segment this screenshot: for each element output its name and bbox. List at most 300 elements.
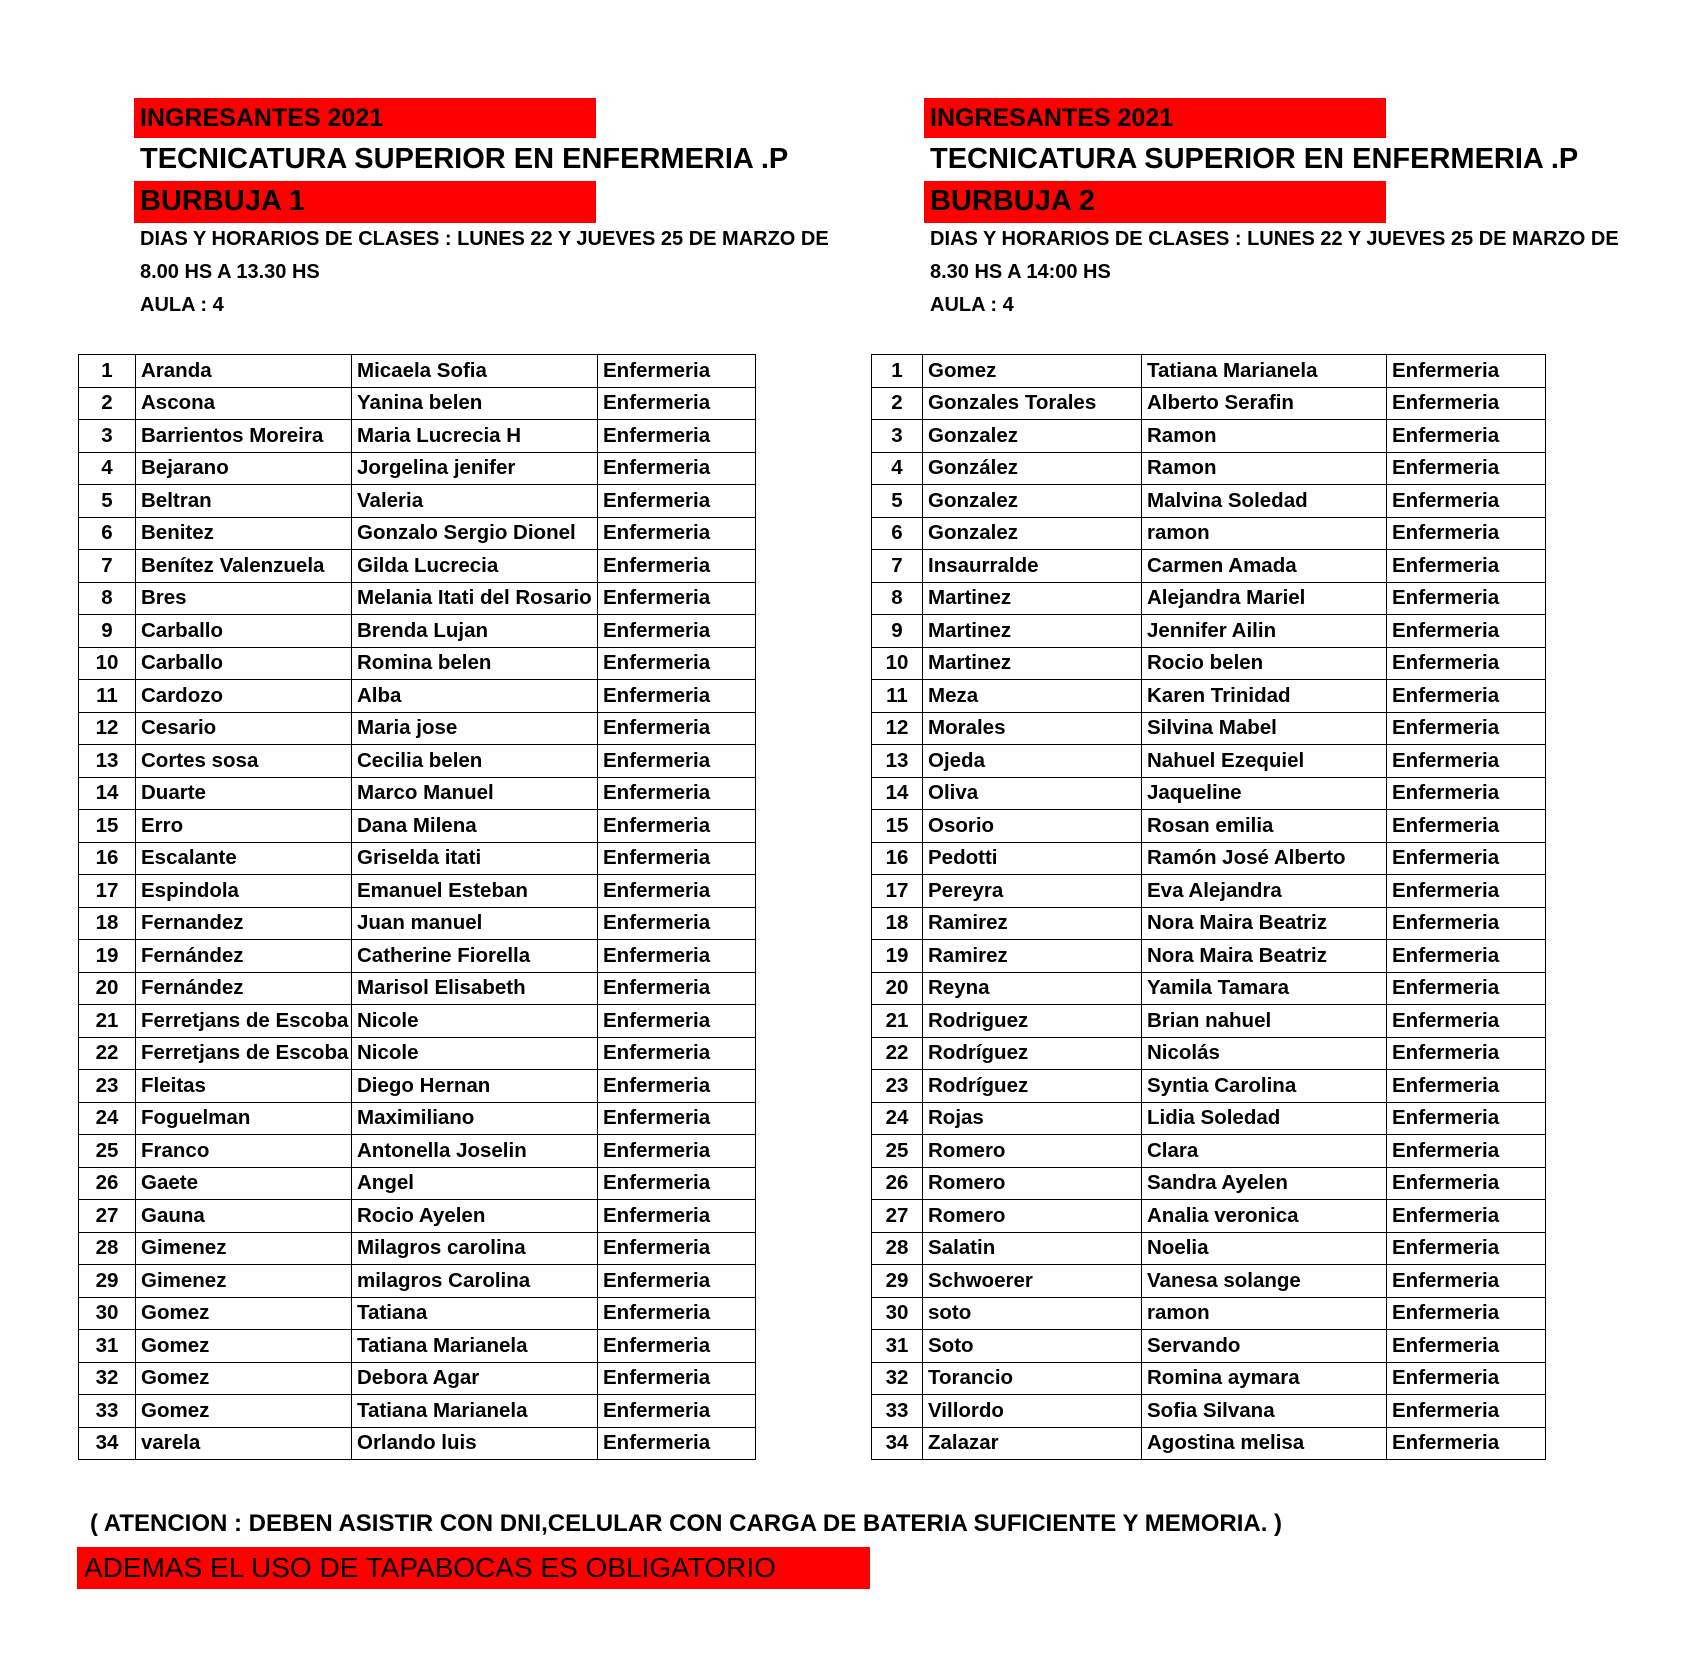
row-number-cell: 15 (872, 810, 923, 843)
career-cell: Enfermeria (598, 972, 756, 1005)
row-number-cell: 23 (79, 1070, 136, 1103)
table-row (872, 875, 1546, 908)
given-names-cell: Rocio belen (1142, 647, 1387, 680)
ingresantes-label: INGRESANTES 2021 (140, 104, 384, 132)
given-names-cell: Melania Itati del Rosario (352, 582, 598, 615)
row-number-cell: 21 (872, 1005, 923, 1038)
surname-cell: Reyna (923, 972, 1142, 1005)
surname-cell: Insaurralde (923, 550, 1142, 583)
surname-cell: Ferretjans de Escoba (136, 1005, 352, 1038)
given-names-cell: Griselda itati (352, 842, 598, 875)
table-row (872, 745, 1546, 778)
career-cell: Enfermeria (598, 647, 756, 680)
table-row (872, 1167, 1546, 1200)
table-row (79, 1330, 756, 1363)
row-number-cell: 13 (872, 745, 923, 778)
given-names-cell: Milagros carolina (352, 1232, 598, 1265)
table-row (79, 647, 756, 680)
surname-cell: Duarte (136, 777, 352, 810)
table-row (872, 582, 1546, 615)
classroom: AULA : 4 (140, 294, 224, 316)
given-names-cell: Gonzalo Sergio Dionel (352, 517, 598, 550)
given-names-cell: Diego Hernan (352, 1070, 598, 1103)
surname-cell: Torancio (923, 1362, 1142, 1395)
career-cell: Enfermeria (598, 1200, 756, 1233)
career-cell: Enfermeria (598, 810, 756, 843)
career-cell: Enfermeria (1387, 452, 1546, 485)
row-number-cell: 16 (872, 842, 923, 875)
attention-note: ( ATENCION : DEBEN ASISTIR CON DNI,CELULAR CON CARGA DE BATERIA SUFICIENTE Y MEMORIA. ) (90, 1510, 1283, 1537)
given-names-cell: Servando (1142, 1330, 1387, 1363)
table-row (79, 517, 756, 550)
career-cell: Enfermeria (598, 550, 756, 583)
given-names-cell: Rocio Ayelen (352, 1200, 598, 1233)
ingresantes-banner (924, 98, 1386, 138)
given-names-cell: Valeria (352, 485, 598, 518)
given-names-cell: Nora Maira Beatriz (1142, 940, 1387, 973)
row-number-cell: 11 (79, 680, 136, 713)
row-number-cell: 24 (872, 1102, 923, 1135)
row-number-cell: 17 (79, 875, 136, 908)
career-cell: Enfermeria (1387, 420, 1546, 453)
career-cell: Enfermeria (1387, 355, 1546, 388)
row-number-cell: 28 (79, 1232, 136, 1265)
given-names-cell: Clara (1142, 1135, 1387, 1168)
surname-cell: Erro (136, 810, 352, 843)
table-row (872, 1395, 1546, 1428)
table-row (872, 810, 1546, 843)
bubble-label: BURBUJA 2 (930, 185, 1095, 217)
table-row (79, 777, 756, 810)
given-names-cell: Carmen Amada (1142, 550, 1387, 583)
career-title: TECNICATURA SUPERIOR EN ENFERMERIA .P (930, 143, 1579, 175)
surname-cell: Romero (923, 1135, 1142, 1168)
career-cell: Enfermeria (1387, 875, 1546, 908)
surname-cell: varela (136, 1427, 352, 1460)
schedule-line-2: 8.00 HS A 13.30 HS (140, 261, 320, 283)
table-row (872, 517, 1546, 550)
career-cell: Enfermeria (598, 745, 756, 778)
career-cell: Enfermeria (1387, 1362, 1546, 1395)
surname-cell: Gonzalez (923, 485, 1142, 518)
career-cell: Enfermeria (1387, 1232, 1546, 1265)
surname-cell: Benitez (136, 517, 352, 550)
career-cell: Enfermeria (1387, 615, 1546, 648)
given-names-cell: Tatiana (352, 1297, 598, 1330)
given-names-cell: Jorgelina jenifer (352, 452, 598, 485)
table-row (79, 355, 756, 388)
surname-cell: Ramirez (923, 940, 1142, 973)
surname-cell: Pereyra (923, 875, 1142, 908)
schedule-line-2: 8.30 HS A 14:00 HS (930, 261, 1111, 283)
surname-cell: Gomez (136, 1297, 352, 1330)
career-cell: Enfermeria (598, 387, 756, 420)
given-names-cell: Marisol Elisabeth (352, 972, 598, 1005)
given-names-cell: Nicolás (1142, 1037, 1387, 1070)
table-row (872, 777, 1546, 810)
given-names-cell: Juan manuel (352, 907, 598, 940)
row-number-cell: 25 (79, 1135, 136, 1168)
table-row (872, 1362, 1546, 1395)
row-number-cell: 16 (79, 842, 136, 875)
given-names-cell: Analia veronica (1142, 1200, 1387, 1233)
given-names-cell: Romina aymara (1142, 1362, 1387, 1395)
career-cell: Enfermeria (1387, 1200, 1546, 1233)
career-cell: Enfermeria (598, 1297, 756, 1330)
surname-cell: Rodríguez (923, 1037, 1142, 1070)
row-number-cell: 26 (872, 1167, 923, 1200)
bubble-banner (134, 181, 596, 223)
given-names-cell: Catherine Fiorella (352, 940, 598, 973)
row-number-cell: 19 (872, 940, 923, 973)
student-table-body (79, 355, 756, 1460)
career-cell: Enfermeria (598, 1395, 756, 1428)
surname-cell: Fernandez (136, 907, 352, 940)
ingresantes-banner (134, 98, 596, 138)
given-names-cell: Ramon (1142, 452, 1387, 485)
table-row (872, 550, 1546, 583)
row-number-cell: 29 (79, 1265, 136, 1298)
career-cell: Enfermeria (598, 615, 756, 648)
surname-cell: Morales (923, 712, 1142, 745)
career-cell: Enfermeria (598, 680, 756, 713)
table-row (79, 582, 756, 615)
table-row (79, 452, 756, 485)
given-names-cell: Tatiana Marianela (352, 1330, 598, 1363)
row-number-cell: 27 (872, 1200, 923, 1233)
table-row (872, 452, 1546, 485)
surname-cell: Gomez (136, 1362, 352, 1395)
career-cell: Enfermeria (1387, 1330, 1546, 1363)
row-number-cell: 2 (872, 387, 923, 420)
surname-cell: Fleitas (136, 1070, 352, 1103)
career-cell: Enfermeria (598, 1427, 756, 1460)
career-cell: Enfermeria (1387, 387, 1546, 420)
career-title: TECNICATURA SUPERIOR EN ENFERMERIA .P (140, 143, 789, 175)
career-cell: Enfermeria (1387, 972, 1546, 1005)
surname-cell: soto (923, 1297, 1142, 1330)
table-row (79, 1005, 756, 1038)
surname-cell: Bejarano (136, 452, 352, 485)
table-row (79, 1395, 756, 1428)
surname-cell: Villordo (923, 1395, 1142, 1428)
row-number-cell: 33 (79, 1395, 136, 1428)
table-row (872, 387, 1546, 420)
career-cell: Enfermeria (1387, 1395, 1546, 1428)
row-number-cell: 30 (79, 1297, 136, 1330)
row-number-cell: 34 (872, 1427, 923, 1460)
row-number-cell: 2 (79, 387, 136, 420)
given-names-cell: Maximiliano (352, 1102, 598, 1135)
table-row (872, 1200, 1546, 1233)
surname-cell: Gimenez (136, 1265, 352, 1298)
table-row (872, 1135, 1546, 1168)
table-row (79, 810, 756, 843)
given-names-cell: Nicole (352, 1005, 598, 1038)
given-names-cell: Lidia Soledad (1142, 1102, 1387, 1135)
table-row (872, 1427, 1546, 1460)
table-row (79, 940, 756, 973)
row-number-cell: 29 (872, 1265, 923, 1298)
table-row (872, 647, 1546, 680)
surname-cell: Oliva (923, 777, 1142, 810)
career-cell: Enfermeria (598, 1102, 756, 1135)
row-number-cell: 15 (79, 810, 136, 843)
given-names-cell: Cecilia belen (352, 745, 598, 778)
career-cell: Enfermeria (1387, 1102, 1546, 1135)
mask-notice-banner (77, 1547, 870, 1589)
career-cell: Enfermeria (1387, 1037, 1546, 1070)
schedule-line-1: DIAS Y HORARIOS DE CLASES : LUNES 22 Y JUEVES 25 DE MARZO DE (140, 228, 829, 250)
career-cell: Enfermeria (1387, 907, 1546, 940)
given-names-cell: Eva Alejandra (1142, 875, 1387, 908)
table-row (79, 1102, 756, 1135)
surname-cell: Soto (923, 1330, 1142, 1363)
career-cell: Enfermeria (1387, 550, 1546, 583)
career-cell: Enfermeria (598, 1167, 756, 1200)
row-number-cell: 23 (872, 1070, 923, 1103)
surname-cell: Romero (923, 1167, 1142, 1200)
career-cell: Enfermeria (598, 1037, 756, 1070)
table-row (872, 1297, 1546, 1330)
career-cell: Enfermeria (598, 1070, 756, 1103)
career-cell: Enfermeria (598, 907, 756, 940)
table-row (872, 842, 1546, 875)
given-names-cell: Noelia (1142, 1232, 1387, 1265)
row-number-cell: 33 (872, 1395, 923, 1428)
row-number-cell: 7 (872, 550, 923, 583)
career-cell: Enfermeria (1387, 712, 1546, 745)
given-names-cell: Karen Trinidad (1142, 680, 1387, 713)
surname-cell: Gonzalez (923, 517, 1142, 550)
given-names-cell: Sofia Silvana (1142, 1395, 1387, 1428)
row-number-cell: 8 (872, 582, 923, 615)
career-cell: Enfermeria (598, 1232, 756, 1265)
career-cell: Enfermeria (598, 1362, 756, 1395)
row-number-cell: 4 (79, 452, 136, 485)
career-cell: Enfermeria (598, 420, 756, 453)
given-names-cell: Vanesa solange (1142, 1265, 1387, 1298)
row-number-cell: 8 (79, 582, 136, 615)
surname-cell: Fernández (136, 972, 352, 1005)
row-number-cell: 12 (79, 712, 136, 745)
table-row (872, 1265, 1546, 1298)
career-cell: Enfermeria (1387, 680, 1546, 713)
given-names-cell: Dana Milena (352, 810, 598, 843)
given-names-cell: Marco Manuel (352, 777, 598, 810)
career-cell: Enfermeria (1387, 1135, 1546, 1168)
row-number-cell: 14 (872, 777, 923, 810)
table-row (872, 712, 1546, 745)
row-number-cell: 10 (79, 647, 136, 680)
surname-cell: Gomez (136, 1330, 352, 1363)
row-number-cell: 12 (872, 712, 923, 745)
table-row (79, 1135, 756, 1168)
row-number-cell: 5 (79, 485, 136, 518)
surname-cell: Osorio (923, 810, 1142, 843)
row-number-cell: 32 (79, 1362, 136, 1395)
surname-cell: Bres (136, 582, 352, 615)
career-cell: Enfermeria (1387, 1167, 1546, 1200)
row-number-cell: 9 (872, 615, 923, 648)
table-row (872, 615, 1546, 648)
given-names-cell: Nahuel Ezequiel (1142, 745, 1387, 778)
classroom: AULA : 4 (930, 294, 1014, 316)
given-names-cell: Brian nahuel (1142, 1005, 1387, 1038)
row-number-cell: 32 (872, 1362, 923, 1395)
career-cell: Enfermeria (1387, 1297, 1546, 1330)
table-row (79, 1070, 756, 1103)
surname-cell: Carballo (136, 615, 352, 648)
row-number-cell: 5 (872, 485, 923, 518)
career-cell: Enfermeria (598, 1330, 756, 1363)
surname-cell: Rojas (923, 1102, 1142, 1135)
row-number-cell: 17 (872, 875, 923, 908)
table-row (872, 680, 1546, 713)
row-number-cell: 13 (79, 745, 136, 778)
table-row (872, 1102, 1546, 1135)
table-row (79, 485, 756, 518)
given-names-cell: Jennifer Ailin (1142, 615, 1387, 648)
surname-cell: Cardozo (136, 680, 352, 713)
given-names-cell: Gilda Lucrecia (352, 550, 598, 583)
given-names-cell: Silvina Mabel (1142, 712, 1387, 745)
table-row (872, 1232, 1546, 1265)
career-cell: Enfermeria (1387, 1070, 1546, 1103)
given-names-cell: Nicole (352, 1037, 598, 1070)
table-row (79, 387, 756, 420)
given-names-cell: Alba (352, 680, 598, 713)
surname-cell: Schwoerer (923, 1265, 1142, 1298)
table-row (872, 907, 1546, 940)
schedule-line-1: DIAS Y HORARIOS DE CLASES : LUNES 22 Y JUEVES 25 DE MARZO DE (930, 228, 1619, 250)
given-names-cell: Yamila Tamara (1142, 972, 1387, 1005)
surname-cell: Meza (923, 680, 1142, 713)
surname-cell: Martinez (923, 647, 1142, 680)
surname-cell: Franco (136, 1135, 352, 1168)
table-row (79, 712, 756, 745)
surname-cell: Espindola (136, 875, 352, 908)
surname-cell: Gimenez (136, 1232, 352, 1265)
surname-cell: Ojeda (923, 745, 1142, 778)
given-names-cell: Syntia Carolina (1142, 1070, 1387, 1103)
career-cell: Enfermeria (1387, 517, 1546, 550)
row-number-cell: 3 (872, 420, 923, 453)
given-names-cell: Nora Maira Beatriz (1142, 907, 1387, 940)
given-names-cell: Yanina belen (352, 387, 598, 420)
table-row (872, 940, 1546, 973)
given-names-cell: Malvina Soledad (1142, 485, 1387, 518)
surname-cell: Ramirez (923, 907, 1142, 940)
table-row (79, 745, 756, 778)
row-number-cell: 10 (872, 647, 923, 680)
table-row (79, 1232, 756, 1265)
given-names-cell: Antonella Joselin (352, 1135, 598, 1168)
row-number-cell: 20 (79, 972, 136, 1005)
given-names-cell: Ramón José Alberto (1142, 842, 1387, 875)
surname-cell: Fernández (136, 940, 352, 973)
career-cell: Enfermeria (1387, 940, 1546, 973)
surname-cell: Cortes sosa (136, 745, 352, 778)
table-row (79, 875, 756, 908)
table-row (872, 1330, 1546, 1363)
row-number-cell: 11 (872, 680, 923, 713)
table-row (79, 420, 756, 453)
row-number-cell: 14 (79, 777, 136, 810)
given-names-cell: Angel (352, 1167, 598, 1200)
surname-cell: Zalazar (923, 1427, 1142, 1460)
career-cell: Enfermeria (1387, 582, 1546, 615)
career-cell: Enfermeria (598, 485, 756, 518)
row-number-cell: 22 (872, 1037, 923, 1070)
row-number-cell: 1 (872, 355, 923, 388)
table-row (79, 1297, 756, 1330)
table-row (872, 1005, 1546, 1038)
career-cell: Enfermeria (1387, 1005, 1546, 1038)
surname-cell: Barrientos Moreira (136, 420, 352, 453)
surname-cell: Carballo (136, 647, 352, 680)
surname-cell: Escalante (136, 842, 352, 875)
given-names-cell: Brenda Lujan (352, 615, 598, 648)
given-names-cell: Tatiana Marianela (352, 1395, 598, 1428)
table-row (79, 907, 756, 940)
row-number-cell: 4 (872, 452, 923, 485)
career-cell: Enfermeria (1387, 810, 1546, 843)
given-names-cell: Ramon (1142, 420, 1387, 453)
table-row (872, 485, 1546, 518)
row-number-cell: 7 (79, 550, 136, 583)
table-row (872, 972, 1546, 1005)
surname-cell: Rodríguez (923, 1070, 1142, 1103)
given-names-cell: Jaqueline (1142, 777, 1387, 810)
bubble-label: BURBUJA 1 (140, 185, 305, 217)
given-names-cell: Emanuel Esteban (352, 875, 598, 908)
surname-cell: Gonzalez (923, 420, 1142, 453)
given-names-cell: Sandra Ayelen (1142, 1167, 1387, 1200)
row-number-cell: 18 (872, 907, 923, 940)
table-row (872, 355, 1546, 388)
table-row (79, 1200, 756, 1233)
row-number-cell: 18 (79, 907, 136, 940)
row-number-cell: 1 (79, 355, 136, 388)
table-row (872, 1037, 1546, 1070)
row-number-cell: 28 (872, 1232, 923, 1265)
table-row (79, 1265, 756, 1298)
surname-cell: Cesario (136, 712, 352, 745)
career-cell: Enfermeria (1387, 777, 1546, 810)
given-names-cell: ramon (1142, 517, 1387, 550)
career-cell: Enfermeria (1387, 1265, 1546, 1298)
table-row (79, 1167, 756, 1200)
career-cell: Enfermeria (1387, 842, 1546, 875)
row-number-cell: 26 (79, 1167, 136, 1200)
row-number-cell: 20 (872, 972, 923, 1005)
surname-cell: Romero (923, 1200, 1142, 1233)
table-row (872, 420, 1546, 453)
row-number-cell: 22 (79, 1037, 136, 1070)
given-names-cell: Debora Agar (352, 1362, 598, 1395)
given-names-cell: milagros Carolina (352, 1265, 598, 1298)
surname-cell: Gaete (136, 1167, 352, 1200)
surname-cell: Rodriguez (923, 1005, 1142, 1038)
surname-cell: Ascona (136, 387, 352, 420)
career-cell: Enfermeria (1387, 1427, 1546, 1460)
table-row (79, 842, 756, 875)
surname-cell: Gomez (923, 355, 1142, 388)
surname-cell: Benítez Valenzuela (136, 550, 352, 583)
table-row (79, 615, 756, 648)
career-cell: Enfermeria (598, 1265, 756, 1298)
